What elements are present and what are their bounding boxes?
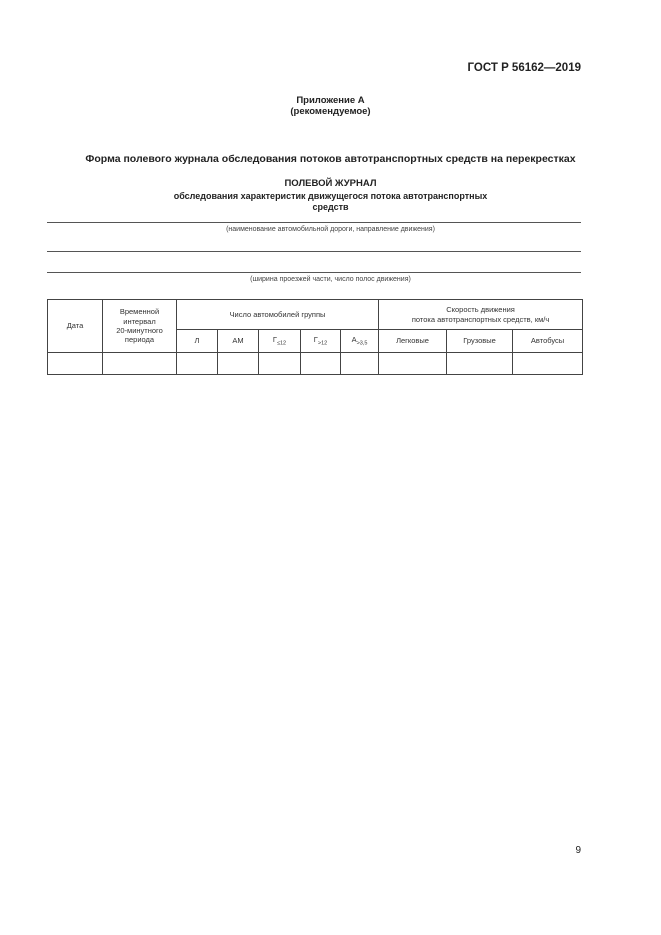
table-cell [513, 353, 583, 375]
header-vehicle-count: Число автомобилей группы [177, 300, 379, 330]
road-caption: (наименование автомобильной дороги, направление движения) [226, 226, 435, 233]
table-cell [301, 353, 341, 375]
form-title: Форма полевого журнала обследования потоков автотранспортных средств на перекрестках [85, 153, 576, 165]
header-g-gt-12: $Г_{>12}$ [301, 330, 341, 353]
appendix-title: Приложение А [296, 95, 365, 106]
journal-table [47, 299, 583, 375]
journal-title: ПОЛЕВОЙ ЖУРНАЛ [284, 178, 377, 189]
header-cars: Легковые [379, 330, 447, 353]
header-g-le-12: $Г_{\le 12}$ [259, 330, 301, 353]
header-date: Дата [48, 300, 103, 353]
header-a-gt-3-5: $А_{>3,5}$ [341, 330, 379, 353]
width-fill-line [47, 272, 581, 273]
appendix-type: (рекомендуемое) [290, 106, 371, 117]
header-buses: Автобусы [513, 330, 583, 353]
header-trucks: Грузовые [447, 330, 513, 353]
width-caption: (ширина проезжей части, число полос движения) [250, 276, 411, 283]
table-cell [48, 353, 103, 375]
road-fill-line [47, 222, 581, 223]
journal-subtitle-line2: средств [312, 202, 349, 212]
header-l: Л [177, 330, 218, 353]
table-row [48, 353, 583, 375]
table-cell [379, 353, 447, 375]
standard-number: ГОСТ Р 56162—2019 [467, 62, 581, 74]
table-cell [103, 353, 177, 375]
journal-subtitle-line1: обследования характеристик движущегося потока автотранспортных [173, 191, 488, 201]
header-am: АМ [218, 330, 259, 353]
header-speed: Скорость движения потока автотранспортных средств, км/ч [379, 300, 583, 330]
page-number: 9 [575, 845, 581, 856]
header-interval: Временной интервал 20-минутного периода [103, 300, 177, 353]
table-cell [218, 353, 259, 375]
table-cell [341, 353, 379, 375]
blank-fill-line [47, 251, 581, 252]
table-cell [447, 353, 513, 375]
table-cell [177, 353, 218, 375]
table-cell [259, 353, 301, 375]
